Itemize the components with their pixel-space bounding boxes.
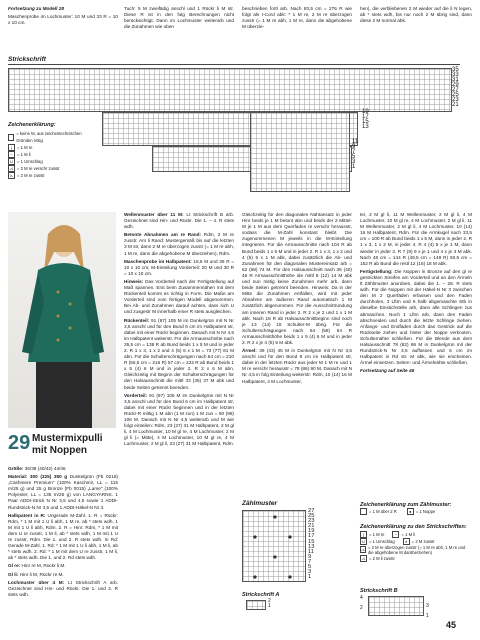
text-column-3: Gleichzeitig für den diagonalen Nahtansatz in jeder Hinr beids je 1 M betont abn und beids der 2 Mittel-M je 1 M aus dem Querfaden re verschr herausstr, sodass die M-Zahl konstant bleibt. Die zugenommenen M jeweils in die M-Einteilung integrieren. Für die Armausschnitte nach 104 R ab Bund beids 1 x 5 M und in jeder 2. R 1 x 3, 1 x 2 und 4 (5) 6 x 1 M abk, dabei zusätzlich die Ab- und Zunahmen für den diagonalen Mustereinsatz arb = 62 (68) 74 M. Für den Halsausschnitt nach 36 (40) 46 R Armausschnitthöhe die mittl 8 (12) 14 M abk und nun mittig keine Zunahmen mehr arb, dann beide Seiten getrennt beenden. Hinweis: Da in der Mitte die Zunahmen entfallen, wird mit jeder Abnahme am äußeren Rand automatisch 1 M zusätzlich abgenommen. Für die Ausschnittrundung am inneren Rand in jeder 2. R 2 x je 2 und 1 x 1 M abk. Nach 18 R ab Halsausschnittbeginn sind noch je 13 (14) 16 Schulter-M übrig. Für die Schulterschrägungen nach 54 (58) 64 R Armausschnitthöhe beids 1 x 5 (4) 6 M und in jeder 2. R 2 x je 4 (5) 5 M abk. Ärmel: 39 (43) 45 M in Dunkelgrün mit N Nr 3,5 anschl und für den Bund 9 cm im Halbpatent str, dabei in der letzten Rückr aus jeder M 1 M re und 1 M re verschr herausstr = 78 (86) 90 M. Danach mit N Nr 4,5 in folg Einteilung weiterstr: Rdm, 10 (14) 16 M Halbpatent, 4 M Lochmuster, — [242, 212, 352, 384]
chart-tail — [250, 112, 350, 192]
noppe-dots — [243, 511, 307, 583]
chart-row-numbers-upper: 35 33 31 29 27 25 23 21 — [452, 67, 459, 108]
legend-item: − = 1 M li — [8, 151, 96, 158]
chart-a-title: Strickschrift A — [242, 592, 280, 598]
model-title — [32, 433, 103, 457]
zaehlmuster-grid — [242, 510, 306, 582]
legend-strickschriften: Zeichenerklärung zu den Strickschriften: | = 1 M re − = 1 M li U = 1 Umschlag ∧ = 2 M zusstr ⋌ = 2 M re überzogen zusstr (= 1 M re abh, 1 M re und die abgehobene M darüberziehen) ⋌ = 2 M li zusstr — [360, 524, 467, 561]
top-left-block — [8, 6, 118, 28]
text-column-2: Wellenmuster über 11 M: Lt Strickschrift B arb. Gezeichnet sind Hin- und Rückr. Die 1. – 4. R stets wdh. Betonte Abnahmen am re Rand: Rdm, 2 M re zusstr. Am li Rand: Mustergemäß bis auf die letzten 3 M str, dann 2 M re überzogen zusstr (= 1 M re abh, 1 M re, dann die abgehobene M überziehen), Rdm. Maschenprobe im Halbpatent: 18,5 M und 39 R = 10 x 10 cm; M-Einteilung Vorderteil: 20 M und 30 R = 10 x 10 cm. Hinweis: Das Vorderteil nach der Fertigstellung auf Maß spannen. Erst beim Zusammennähen mit dem Rückenteil kommt es richtig in Form. Die Maße am Vorderteil sind vom fertigen Modell abgenommen. Bei Ab- und Zunahmen darauf achten, dass sich U und zusgestr M innerhalb einer R stets ausgleichen. Rückenteil: 91 (97) 105 M im Dunkelgrün mit N Nr 3,5 anschl und für den Bund 6 cm im Halbpatent str, dabei mit einer Rückr beginnen. Danach mit N Nr 4,5 im Halbpatent weiterstr. Für die Armausschnitte nach 35,5 cm = 138 R ab Bund beids 1 x 5 M und in jeder 2. R 1 x 3, 1 x 2 und 4 (5) 6 x 1 M = 73 (77) 81 M abn. Für die Schulterschrägungen nach 54 cm = 210 R (55,5 cm = 216 R) 57 cm = 222 R ab Bund beids 1 x 5 (4) 6 M und in jeder 2. R 2 x 6 M abn. Gleichzeitig mit Beginn der Schulterschrägungen für den Halsausschnitt die mittl 33 (35) 37 M abk und beide Seiten getrennt beenden. Vorderteil: 91 (97) 105 M im Dunkelgrün mit N Nr 3,5 anschl und für den Bund 6 cm im Halbpatent str, dabei mit einer Rückr beginnen und in der letzten Rückr-R mittig 1 M abn (1 M zun) 1 M zun = 90 (98) 106 M. Danach mit N Nr 4,5 weiterarb und M wie folgt einteilen: Rdm, 23 (27) 31 M Halbpatent, 2 M gl li, 4 M Lochmuster, 10 M gl re, 4 M Lochmuster, 2 M gl li (= Mitte), 4 M Lochmuster, 10 M gl re, 4 M Lochmuster, 2 M gl li, 23 (27) 31 M Halbpatent, Rdm. — [124, 212, 234, 447]
legend — [8, 122, 96, 179]
chart-a-grid — [246, 600, 266, 610]
k2tog-icon: ∧ — [403, 538, 410, 545]
noppe-icon: ● — [407, 508, 414, 515]
yarn-over-icon: U — [8, 158, 15, 165]
k2tog-tbl-icon: ⋌ — [9, 166, 14, 171]
woman-sweater-image — [8, 212, 116, 428]
model-photo — [8, 212, 116, 428]
maschenprobe-text: Maschenprobe im Lochmuster: 10 M und 33 R = 10 x 10 cm. — [8, 14, 118, 26]
chart-b-grid — [368, 596, 424, 616]
purl-icon: − — [392, 531, 399, 538]
chart-b-rows-left: 4 2 — [360, 595, 363, 611]
purl-icon: − — [8, 151, 15, 158]
top-col3: beschrieben fortl arb. Nach 83,5 cm = 276 R wie folgt als I-Cord abk: * 1 M re, 2 M re überzogen zusstr (= 1 M re abh, 1 M re, dann die abgehobene M überzie- — [242, 6, 352, 30]
empty-cell-icon — [8, 134, 14, 141]
top-col4: hen), die verbliebenen 2 M wieder auf die li N legen, ab * stets wdh, bis nur noch 2 M übrig sind, dann diese 2 M normal abk. — [360, 6, 472, 24]
chart-row-numbers-lower: 11 9 7 5 3 1 — [352, 139, 359, 170]
legend-item: U = 1 Umschlag — [8, 158, 96, 165]
top-col2: Tuch: 5 M zweifädig anschl und 1 Rückr li M str. Diese R ist in den folg Berechnungen nicht berücksichtigt. Dann im Lochmuster weiterarb und die Zunahmen wie oben — [124, 6, 234, 30]
model-title-line1: Mustermixpulli — [32, 433, 103, 444]
chart-b-title: Strickschrift B — [360, 588, 398, 594]
strickschrift-title: Strickschrift — [8, 56, 46, 63]
knit-icon: | — [8, 144, 15, 151]
ssk-icon: ⋌ — [361, 547, 365, 552]
chart-row-numbers-middle: 19 17 15 13 — [362, 109, 369, 130]
zaehlmuster-title: Zählmuster — [242, 500, 278, 507]
chart-b-rows-right: 3 1 — [426, 603, 429, 619]
legend-item: ⋋ = 2 M re zusstr — [9, 173, 45, 178]
knit-icon: | — [360, 531, 367, 538]
legend-item: = keine M, aus zeichentechnischen Gründen nötig — [8, 130, 96, 144]
text-column-1: Größe: 36/38 (40/42) 44/46 Material: 300 (325) 350 g Dunkelgrün (Fb 0218) „Cashmere Premium" (100% Kaschmir, LL = 115 m/25 g) und 25 g Bronze (Fb 0015) „Lame" (100% Polyester, LL = 135 m/25 g) von LANGYARNS. 1 Paar ADDI-Strick N Nr 3,5 und 4,5 sowie 1 ADDI-Rundstrick-N Nr 3,5 und 1 ADDI-Häkel-N Nr 3. Halbpatent in R: Ungerade M-Zahl. 1. R = Rückr: Rdm, * 1 M mit 1 U li abh, 1 M re, ab * stets wdh, 1 M mit 1 U li abh, Rdm. 2. R = Hinr: Rdm, * 1 M mit dem U re zusstr, 1 M li, ab * stets wdh, 1 M mit 1 U re zusstr, Rdm. Die 1. und 2. R stets wdh. In Rd: Gerade M-Zahl. 1. Rd: * 1 M mit 1 U li abh, 1 M li, ab * stets wdh. 2. Rd: * 1 M mit dem U re zusstr, 1 M li, ab * stets wdh. Die 1. und 2. Rd stets wdh. Gl re: Hinr re M, Rückr li M. Gl li: Hinr li M, Rückr re M. Lochmuster über 4 M: Lt Strickschrift A arb. Gezeichnet sind Hin- und Rückr. Die 1. und 2. R stets wdh. — [8, 466, 119, 597]
legend-item: ⋌ = 2 M re verschr zusstr — [9, 166, 60, 171]
model-title-line2: mit Noppen — [32, 445, 87, 456]
continued-note: Fortsetzung auf Seite 46 — [360, 368, 415, 374]
text-column-4: ter, 2 M gl li, 11 M Wellenmuster, 2 M gl li, 4 M Lochmuster, 10 M gl re, 4 M Lochmuster, 2 M gl li, 11 M Wellenmuster, 2 M gl li, 4 M Lochmuster, 10 (14) 16 M Halbpatent, Rdm. Für die Armkugel nach 33,5 cm = 100 R ab Bund beids 1 x 5 M, dann in jeder 2. R 1 x 3, 1 x 2 M, in jeder 4. R 4 (4) 5 x je 1 M, dann wieder in jeder 2. R 7 (9) 9 x je 1 und 4 x je 3 M abk. Nach 48 cm = 144 R (49,5 cm = 148 R) 50,5 cm = 152 R ab Bund die restl 12 (16) 18 M abk. Fertigstellung: Die Noppen in Bronze auf den gl re gestrickten Streifen am Vorderteil und an den Ärmeln lt Zählmuster anordnen, dabei die 1. – 28. R stets wdh. Für die Noppen mit der Häkel-N Nr 3 zwischen den M 2 Querfäden erfassen und den Faden durchholen, 3 Lftm und 6 halb abgemaschte Stb in dieselbe Einstichstelle arb, dann alle Schlingen zus abmaschen. Noch 1 Lftm arb, dann den Faden abschneiden und durch die letzte Schlinge ziehen. Anfangs- und Endfaden durch das Gestrick auf die Rückseite ziehen und hinter der Noppe verknoten. Schulternähte schließen. Für die Blende aus dem Halsausschnitt 78 (82) 86 M in Dunkelgrün mit der Rundstrick-N Nr 3,5 auffassen und 5 cm im Halbpatent in Rd str. M abk, wie sie erscheinen. Ärmel einsetzen. Seiten- und Ärmelnähte schließen. Fortsetzung auf Seite 46 — [360, 212, 472, 374]
chart-upper-band — [8, 68, 452, 112]
continuation-heading: Fortsetzung zu Modell 28 — [8, 6, 64, 11]
divider — [8, 64, 460, 65]
model-number: 29 — [8, 432, 31, 454]
legend-title: Zeichenerklärung: — [8, 122, 56, 128]
yarn-over-icon: U — [360, 538, 367, 545]
chart-a-rows: 2 1 — [268, 598, 271, 609]
legend-zaehlmuster: Zeichenerklärung zum Zählmuster: = 1 M über 2 R ● = 1 Noppe — [360, 502, 452, 514]
zaehlmuster-rows: 27 25 23 21 19 17 15 13 11 9 7 5 3 1 — [308, 508, 315, 581]
legend-item: | = 1 M re — [8, 144, 96, 151]
p2tog-icon: ⋌ — [361, 555, 366, 561]
k2tog-icon: ⋋ — [9, 173, 14, 178]
one-stitch-two-rows-icon — [360, 508, 367, 515]
page-number: 45 — [446, 620, 457, 630]
